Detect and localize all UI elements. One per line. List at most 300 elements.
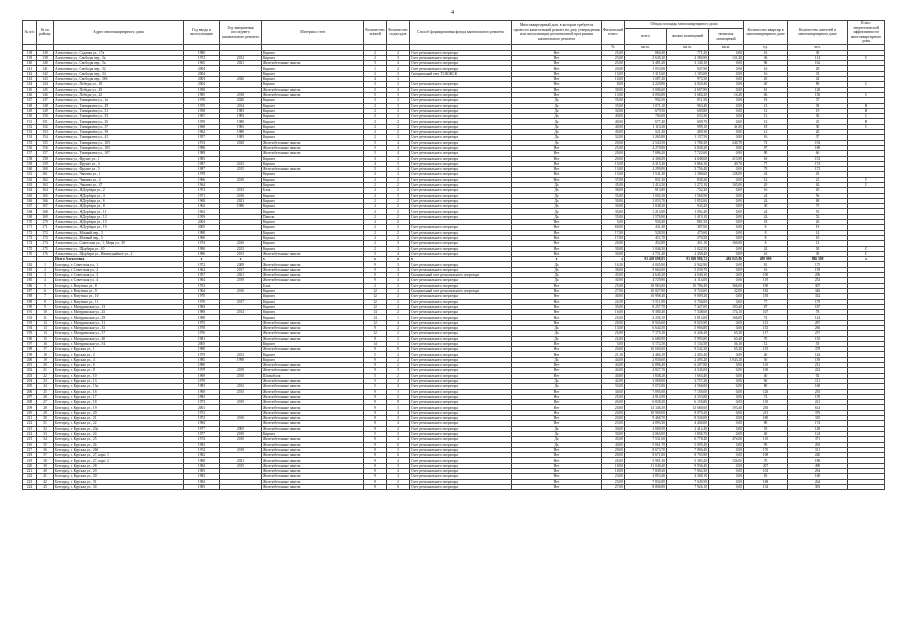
table-cell: 0,00: [709, 416, 744, 421]
table-cell: Счет регионального оператора: [410, 373, 512, 378]
table-cell: 838,20: [667, 177, 709, 182]
table-cell: 175: [788, 262, 848, 267]
table-cell: 0,00: [709, 235, 744, 240]
table-cell: 10 604,00: [625, 347, 667, 352]
table-cell: 1 087,40: [625, 77, 667, 82]
table-cell: Кирпич: [262, 55, 364, 60]
table-cell: 2: [364, 124, 387, 129]
table-cell: Алексеевка ул., Свободы пер., 5а: [54, 61, 184, 66]
table-cell: Белгород, г. Мичуринская ул., 35: [54, 326, 184, 331]
table-cell: 8 703,90: [667, 453, 709, 458]
table-cell: 3: [387, 92, 410, 97]
table-cell: 128: [788, 426, 848, 431]
table-cell: Белгород, г. Советская ул., 3: [54, 273, 184, 278]
table-cell: 133: [744, 326, 788, 331]
table-cell: Кирпич: [262, 161, 364, 166]
table-cell: Железобетонные панели: [262, 426, 364, 431]
table-cell: 0,00: [709, 442, 744, 447]
table-cell: 1962: [184, 204, 220, 209]
table-cell: 27,00: [602, 484, 625, 489]
table-cell: 30,00: [602, 251, 625, 256]
table-cell: 677,40: [625, 119, 667, 124]
table-cell: Кирпич: [262, 294, 364, 299]
table-cell: Железобетонные панели: [262, 421, 364, 426]
table-cell: 3: [364, 172, 387, 177]
table-cell: Белгород, г. Курская ул., 22: [54, 421, 184, 426]
table-cell: 27,90: [602, 288, 625, 293]
table-cell: 1959: [184, 119, 220, 124]
table-cell: 7 531,60: [625, 437, 667, 442]
table-cell: 37: [788, 98, 848, 103]
table-cell: 78: [788, 310, 848, 315]
table-cell: 1983: [184, 156, 220, 161]
table-cell: 144: [37, 82, 54, 87]
table-cell: 35,00: [602, 193, 625, 198]
table-cell: 1957: [184, 273, 220, 278]
table-cell: 2005: [184, 341, 220, 346]
table-cell: 155: [788, 336, 848, 341]
table-cell: 12: [364, 294, 387, 299]
table-cell: Счет регионального оператора: [410, 225, 512, 230]
table-cell: 25,00: [602, 315, 625, 320]
table-cell: 5,00: [602, 220, 625, 225]
table-cell: Счет регионального оператора: [410, 463, 512, 468]
table-cell: Железобетонные панели: [262, 416, 364, 421]
table-cell: Белгород, г. Мичуринская ул., 31: [54, 320, 184, 325]
table-cell: 164: [23, 188, 37, 193]
table-cell: 266: [788, 326, 848, 331]
table-cell: 2: [387, 230, 410, 235]
table-cell: 10 969,00: [625, 410, 667, 415]
table-cell: 294: [788, 469, 848, 474]
table-cell: Счет регионального оператора: [410, 188, 512, 193]
table-cell: 21: [37, 368, 54, 373]
table-cell: 1980: [184, 363, 220, 368]
table-cell: 1959: [184, 214, 220, 219]
table-cell: 4: [387, 378, 410, 383]
table-cell: 4 046,30: [667, 273, 709, 278]
table-cell: Счет регионального оператора: [410, 135, 512, 140]
table-cell: 2015: [220, 389, 262, 394]
table-cell: 10: [37, 310, 54, 315]
table-cell: С: [848, 92, 885, 97]
table-cell: Белгород, г. Мичуринская ул., 40: [54, 336, 184, 341]
table-cell: 4: [387, 474, 410, 479]
table-cell: 2: [364, 246, 387, 251]
table-cell: 9 809,20: [667, 294, 709, 299]
table-cell: Белгород, г. Курская ул., 26б: [54, 447, 184, 452]
table-cell: 2 403,40: [667, 352, 709, 357]
table-cell: 1983: [184, 484, 220, 489]
table-cell: 32,00: [602, 135, 625, 140]
table-cell: 25,00: [602, 55, 625, 60]
table-cell: Да: [512, 331, 602, 336]
table-cell: 24: [37, 384, 54, 389]
table-cell: Кирпич: [262, 98, 364, 103]
table-cell: 20,00: [602, 241, 625, 246]
table-cell: Счет регионального оператора: [410, 66, 512, 71]
table-cell: 1 110,30: [625, 124, 667, 129]
table-cell: 187: [788, 304, 848, 309]
table-cell: Алексеевка ул., Тимирязева ул., 1а: [54, 98, 184, 103]
table-cell: 174: [37, 241, 54, 246]
table-cell: Алексеевка ул., Тимирязева ул., 103: [54, 140, 184, 145]
table-cell: 124: [788, 315, 848, 320]
table-cell: Нет: [512, 363, 602, 368]
table-cell: 27: [37, 400, 54, 405]
table-cell: 1967: [184, 114, 220, 119]
table-cell: 1988: [184, 145, 220, 150]
table-cell: 4 729,90: [625, 278, 667, 283]
table-cell: Железобетонные панели: [262, 474, 364, 479]
table-cell: 2 543,50: [625, 140, 667, 145]
table-cell: 3: [364, 98, 387, 103]
table-cell: Счет регионального оператора: [410, 103, 512, 108]
table-cell: Белгород, г. Курская ул., 16: [54, 389, 184, 394]
table-cell: 1976: [184, 331, 220, 336]
table-cell: Да: [512, 198, 602, 203]
table-cell: 474,00: [709, 437, 744, 442]
table-cell: 160,00: [709, 241, 744, 246]
table-cell: 155: [23, 140, 37, 145]
table-cell: 1964: [184, 182, 220, 187]
table-cell: 2019: [220, 278, 262, 283]
table-cell: Да: [512, 442, 602, 447]
table-cell: 1 663,40: [667, 373, 709, 378]
table-cell: 0,00: [709, 389, 744, 394]
table-cell: 2005: [220, 426, 262, 431]
table-cell: 40: [744, 352, 788, 357]
table-cell: Железобетонные панели: [262, 479, 364, 484]
table-cell: 0,00: [709, 135, 744, 140]
table-cell: 3 140,10: [667, 61, 709, 66]
table-cell: Железобетонные панели: [262, 410, 364, 415]
table-cell: 146: [37, 92, 54, 97]
table-cell: 134: [744, 484, 788, 489]
table-cell: 80: [744, 61, 788, 66]
table-cell: 0,00: [709, 267, 744, 272]
table-cell: Железобетонные панели: [262, 151, 364, 156]
table-cell: 3: [364, 156, 387, 161]
table-cell: Железобетонные панели: [262, 320, 364, 325]
table-cell: 16,00: [602, 310, 625, 315]
table-cell: 1970: [184, 294, 220, 299]
table-cell: 8 806,80: [625, 484, 667, 489]
table-cell: Нет: [512, 283, 602, 288]
table-cell: 152: [37, 124, 54, 129]
table-cell: 14: [788, 230, 848, 235]
table-cell: Кирпич: [262, 299, 364, 304]
table-cell: 65,20: [709, 347, 744, 352]
table-cell: 5: [364, 151, 387, 156]
table-cell: 159: [23, 161, 37, 166]
table-cell: 1 213,80: [625, 209, 667, 214]
table-cell: 44,00: [602, 363, 625, 368]
table-cell: 5,00: [602, 341, 625, 346]
table-cell: 42: [788, 77, 848, 82]
table-cell: 881,50: [667, 220, 709, 225]
table-cell: 1979: [184, 368, 220, 373]
table-cell: Да: [512, 98, 602, 103]
table-cell: 153: [23, 130, 37, 135]
table-cell: Кирпич: [262, 209, 364, 214]
table-cell: 4 306,00: [625, 156, 667, 161]
table-cell: 614: [788, 405, 848, 410]
table-cell: 173: [37, 235, 54, 240]
table-cell: 4: [387, 469, 410, 474]
table-cell: 168: [23, 209, 37, 214]
table-cell: 521,40: [625, 130, 667, 135]
table-cell: 1972: [184, 262, 220, 267]
table-cell: 8: [387, 347, 410, 352]
table-cell: 5 726,00: [667, 299, 709, 304]
unit-label: кв.м.: [625, 44, 667, 50]
table-cell: Нет: [512, 320, 602, 325]
table-cell: 1968: [184, 124, 220, 129]
table-cell: 9: [364, 267, 387, 272]
table-cell: 2: [387, 299, 410, 304]
table-cell: 25,00: [602, 331, 625, 336]
table-cell: Железобетонные панели: [262, 61, 364, 66]
table-cell: х: [364, 257, 387, 262]
table-cell: 1987: [184, 161, 220, 166]
table-cell: 202: [23, 368, 37, 373]
unit-label: %: [602, 44, 625, 50]
table-cell: 0,00: [709, 204, 744, 209]
table-cell: Да: [512, 431, 602, 436]
table-cell: 194: [788, 140, 848, 145]
table-cell: 140: [37, 61, 54, 66]
table-cell: Белгород, г. Курская ул., 19: [54, 405, 184, 410]
table-cell: 144: [23, 82, 37, 87]
table-cell: 9 671,00: [625, 453, 667, 458]
table-cell: 18: [744, 124, 788, 129]
table-cell: 12: [744, 177, 788, 182]
table-cell: 963,40: [667, 103, 709, 108]
table-cell: 16: [744, 50, 788, 55]
table-cell: Нет: [512, 315, 602, 320]
table-cell: 3: [364, 82, 387, 87]
table-cell: 7 849,20: [625, 469, 667, 474]
table-cell: 4 048,60: [667, 156, 709, 161]
table-cell: Блок: [262, 283, 364, 288]
table-cell: Нет: [512, 410, 602, 415]
table-cell: Кирпич: [262, 82, 364, 87]
table-cell: 2: [387, 326, 410, 331]
table-cell: 2018: [220, 92, 262, 97]
table-cell: 1 786,30: [667, 140, 709, 145]
table-cell: 44,00: [602, 368, 625, 373]
table-cell: Алексеевка ул., Советская ул., 1, Мира ул., 39: [54, 241, 184, 246]
table-cell: 213: [744, 410, 788, 415]
table-cell: 17,00: [602, 230, 625, 235]
table-cell: Счет регионального оператора: [410, 92, 512, 97]
table-cell: Алексеевка ул., ЖДорбари ул., 2: [54, 188, 184, 193]
table-cell: 143: [37, 77, 54, 82]
table-cell: 230: [744, 405, 788, 410]
table-body: [23, 50, 885, 490]
table-cell: 332: [788, 294, 848, 299]
table-cell: 2010: [220, 431, 262, 436]
table-cell: Белгород, г. Мичуринская ул., 25: [54, 310, 184, 315]
table-cell: 80: [744, 421, 788, 426]
table-cell: 5: [364, 251, 387, 256]
table-cell: 0,00: [709, 251, 744, 256]
table-cell: Железобетонные панели: [262, 278, 364, 283]
table-cell: 0,00: [709, 114, 744, 119]
table-cell: 30: [788, 50, 848, 55]
table-cell: 128,00: [709, 172, 744, 177]
table-cell: Белгород, г. Курская ул., 25: [54, 437, 184, 442]
table-cell: 115: [744, 320, 788, 325]
table-cell: 7 722,60: [667, 151, 709, 156]
table-cell: 18,00: [602, 469, 625, 474]
col-header: № по району: [37, 21, 54, 45]
table-cell: 0,00: [709, 431, 744, 436]
table-cell: 1958: [184, 87, 220, 92]
table-cell: 1988: [184, 151, 220, 156]
table-cell: 173: [23, 235, 37, 240]
table-cell: 7: [37, 294, 54, 299]
table-cell: 9: [364, 426, 387, 431]
table-cell: 167: [37, 204, 54, 209]
table-cell: 6 896,40: [625, 363, 667, 368]
table-cell: 2: [387, 130, 410, 135]
table-cell: 255: [788, 389, 848, 394]
table-cell: 142: [37, 71, 54, 76]
table-cell: Нет: [512, 246, 602, 251]
table-cell: 179: [788, 299, 848, 304]
table-cell: 100: [744, 273, 788, 278]
table-cell: 14: [364, 341, 387, 346]
table-cell: 4: [387, 458, 410, 463]
table-cell: 38,00: [602, 267, 625, 272]
table-cell: 176: [37, 251, 54, 256]
table-cell: Счет регионального оператора: [410, 214, 512, 219]
table-cell: Счет регионального оператора: [410, 108, 512, 113]
table-cell: Счет регионального оператора: [410, 442, 512, 447]
table-cell: Да: [512, 378, 602, 383]
table-cell: Алексеевка ул., Тимирязева ул., 39: [54, 130, 184, 135]
table-cell: 9 970,20: [667, 410, 709, 415]
table-cell: Железобетонные панели: [262, 87, 364, 92]
table-cell: 15,00: [602, 167, 625, 172]
table-cell: 2: [387, 394, 410, 399]
table-cell: 168: [744, 479, 788, 484]
table-cell: 376: [788, 410, 848, 415]
table-cell: 175: [37, 246, 54, 251]
table-cell: 2 380,90: [667, 55, 709, 60]
table-cell: 973,50: [667, 77, 709, 82]
table-cell: Белгород, г. Ватутина ул., 10: [54, 294, 184, 299]
table-cell: 164: [37, 188, 54, 193]
table-cell: Алексеевка ул., ЖДорбари ул., 13: [54, 214, 184, 219]
table-cell: Алексеевка ул., ЖДорбари ул., 8: [54, 204, 184, 209]
table-cell: 1971: [184, 193, 220, 198]
table-cell: 163: [37, 182, 54, 187]
table-cell: 1983: [184, 469, 220, 474]
table-cell: 1: [387, 315, 410, 320]
table-cell: Счет регионального оператора: [410, 400, 512, 405]
table-cell: Нет: [512, 235, 602, 240]
table-cell: 223: [23, 479, 37, 484]
table-cell: 162: [37, 177, 54, 182]
table-cell: 216: [23, 442, 37, 447]
table-cell: 87: [744, 304, 788, 309]
table-cell: 152: [23, 124, 37, 129]
table-cell: 40,00: [602, 294, 625, 299]
table-cell: 5: [364, 431, 387, 436]
table-cell: 3: [387, 55, 410, 60]
table-cell: 1: [387, 341, 410, 346]
table-cell: 111: [788, 378, 848, 383]
table-cell: Счет регионального оператора: [410, 426, 512, 431]
table-cell: 159: [788, 394, 848, 399]
table-cell: 16: [744, 251, 788, 256]
table-cell: 10: [788, 235, 848, 240]
table-cell: 1978: [184, 326, 220, 331]
table-cell: Да: [512, 140, 602, 145]
table-cell: 2013: [220, 161, 262, 166]
table-cell: 174: [788, 161, 848, 166]
table-cell: 167: [23, 204, 37, 209]
col-header: Физический износ: [602, 21, 625, 45]
table-cell: 66: [744, 92, 788, 97]
table-cell: 1957: [184, 135, 220, 140]
table-cell: 190: [744, 283, 788, 288]
table-cell: 999,10: [667, 124, 709, 129]
table-cell: 1970: [184, 299, 220, 304]
table-cell: 40,00: [602, 130, 625, 135]
table-cell: 208: [23, 400, 37, 405]
table-cell: 0,00: [709, 209, 744, 214]
table-cell: 469,30: [667, 130, 709, 135]
table-cell: 9: [364, 336, 387, 341]
table-cell: Алексеевка ул., Свободы пер., 3а: [54, 55, 184, 60]
table-cell: Кирпич: [262, 357, 364, 362]
table-cell: 3 006,60: [625, 87, 667, 92]
table-cell: Да: [512, 278, 602, 283]
table-cell: Железобетонные панели: [262, 463, 364, 468]
table-cell: Кирпич: [262, 230, 364, 235]
table-cell: 371: [788, 437, 848, 442]
table-cell: 40,00: [602, 373, 625, 378]
table-cell: 11: [37, 315, 54, 320]
table-cell: 0,00: [709, 484, 744, 489]
table-cell: 20: [37, 363, 54, 368]
table-cell: 20,00: [602, 151, 625, 156]
table-cell: 1972: [184, 416, 220, 421]
table-cell: Счет регионального оператора: [410, 384, 512, 389]
table-cell: 21,10: [602, 352, 625, 357]
table-cell: 12: [744, 108, 788, 113]
table-cell: 24,00: [602, 458, 625, 463]
table-cell: 186: [23, 283, 37, 288]
table-cell: 117: [744, 331, 788, 336]
table-cell: Белгород, г. Мичуринская ул., 29: [54, 315, 184, 320]
table-cell: 1969: [184, 373, 220, 378]
table-cell: 0,00: [709, 363, 744, 368]
table-cell: 1 183,00: [667, 71, 709, 76]
table-cell: 5 981,30: [625, 458, 667, 463]
table-cell: 3: [37, 273, 54, 278]
table-cell: 2021: [220, 61, 262, 66]
table-cell: 182: [23, 262, 37, 267]
table-cell: 5: [364, 145, 387, 150]
table-cell: х: [387, 257, 410, 262]
table-cell: 6 446,20: [667, 331, 709, 336]
table-cell: В: [848, 108, 885, 113]
